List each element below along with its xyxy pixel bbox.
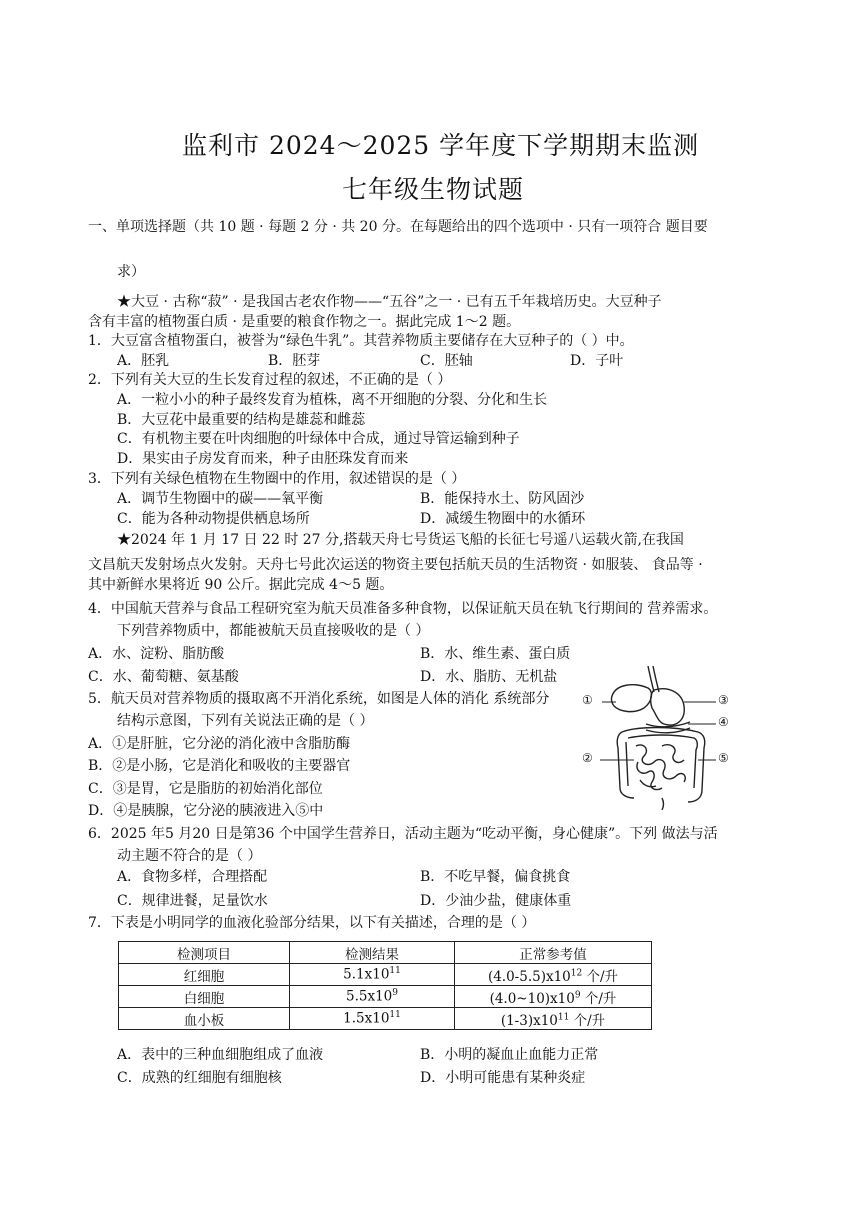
diagram-label-2: ② [582,751,593,765]
table-header-cell: 检测结果 [290,942,455,964]
passage2-line2: 文昌航天发射场点火发射。天舟七号此次运送的物资主要包括航天员的生活物资 · 如服装、 食品等 · [88,557,703,573]
table-cell-result: $5.5x10^9$ [290,986,455,1008]
q4-stem-line1: 4．中国航天营养与食品工程研究室为航天员准备多种食物，以保证航天员在轨飞行期间的 营养需求。 [88,601,718,617]
q7-option-c: C．成熟的红细胞有细胞核 [117,1070,282,1086]
q6-stem-line1: 6．2025 年5 月20 日是第36 个中国学生营养日，活动主题为“吃动平衡，身心健康”。下列 做法与活 [88,826,718,842]
q2-option-b: B．大豆花中最重要的结构是雄蕊和雌蕊 [117,412,366,428]
table-cell-reference: $(4.0-5.5)x10^{12}$ 个/升 [455,964,652,986]
passage1-line1: ★大豆 · 古称“菽” · 是我国古老农作物——“五谷”之一 · 已有五千年栽培历史。大豆种子 [117,294,662,310]
q6-stem-line2: 动主题不符合的是（ ） [117,848,262,864]
q5-stem-line1: 5．航天员对营养物质的摄取离不开消化系统，如图是人体的消化 系统部分 [88,691,550,707]
q5-option-b: B．②是小肠，它是消化和吸收的主要器官 [88,758,351,774]
q6-option-d: D．少油少盐，健康体重 [420,893,572,909]
q2-option-c: C．有机物主要在叶肉细胞的叶绿体中合成，通过导管运输到种子 [117,431,520,447]
q6-option-a: A．食物多样，合理搭配 [117,869,268,885]
diagram-label-3: ③ [718,693,729,707]
q2-option-d: D．果实由子房发育而来，种子由胚珠发育而来 [117,451,409,467]
q3-option-a: A．调节生物圈中的碳——氧平衡 [117,491,324,507]
q7-option-b: B．小明的凝血止血能力正常 [420,1047,599,1063]
q5-stem-line2: 结构示意图，下列有关说法正确的是（ ） [117,713,374,729]
table-row [119,986,652,1008]
passage2-line3: 其中新鲜水果将近 90 公斤。据此完成 4～5 题。 [88,577,394,593]
table-cell-item: 白细胞 [119,986,290,1008]
q4-option-d: D．水、脂肪、无机盐 [420,669,558,685]
q1-option-c: C．胚轴 [420,353,473,369]
q4-option-c: C．水、葡萄糖、氨基酸 [88,669,239,685]
table-header-cell: 正常参考值 [455,942,652,964]
q2-option-a: A．一粒小小的种子最终发育为植株，离不开细胞的分裂、分化和生长 [117,392,548,408]
passage1-line2: 含有丰富的植物蛋白质 · 是重要的粮食作物之一。据此完成 1～2 题。 [88,314,521,330]
table-cell-reference: $(4.0\sim 10)x10^9$ 个/升 [455,986,652,1008]
diagram-label-5: ⑤ [718,751,729,765]
table-cell-item: 红细胞 [119,964,290,986]
section-heading-line1: 一、单项选择题（共 10 题 · 每题 2 分 · 共 20 分。在每题给出的四个选项中 · 只有一项符合 题目要 [88,219,708,235]
q3-option-c: C．能为各种动物提供栖息场所 [117,511,310,527]
table-cell-result: $1.5x10^{11}$ [290,1008,455,1030]
section-heading-line2: 求） [117,264,145,280]
q6-option-c: C．规律进餐，足量饮水 [117,893,268,909]
q6-option-b: B．不吃早餐，偏食挑食 [420,869,571,885]
q1-stem: 1．大豆富含植物蛋白，被誉为“绿色牛乳”。其营养物质主要储存在大豆种子的（ ）中。 [88,333,634,349]
q3-option-d: D．减缓生物圈中的水循环 [420,511,586,527]
exam-subtitle: 七年级生物试题 [342,175,525,204]
q2-stem: 2．下列有关大豆的生长发育过程的叙述，不正确的是（ ） [88,372,452,388]
table-header-cell: 检测项目 [119,942,290,964]
q3-option-b: B．能保持水土、防风固沙 [420,491,585,507]
q1-option-b: B．胚芽 [268,353,321,369]
table-row [119,1008,652,1030]
q5-option-d: D．④是胰腺，它分泌的胰液进入⑤中 [88,803,324,819]
table-row [119,964,652,986]
digestive-system-drawing [578,662,742,810]
table-header-row [119,942,652,964]
q4-option-a: A．水、淀粉、脂肪酸 [88,646,225,662]
q1-option-d: D．子叶 [570,353,624,369]
q7-option-a: A．表中的三种血细胞组成了血液 [117,1047,324,1063]
q5-option-c: C．③是胃，它是脂肪的初始消化部位 [88,781,323,797]
diagram-label-4: ④ [718,715,729,729]
q3-stem: 3．下列有关绿色植物在生物圈中的作用，叙述错误的是（ ） [88,471,466,487]
q7-stem: 7．下表是小明同学的血液化验部分结果，以下有关描述，合理的是（ ） [88,915,536,931]
q7-option-d: D．小明可能患有某种炎症 [420,1070,586,1086]
digestive-system-diagram [578,662,742,810]
q5-option-a: A．①是肝脏，它分泌的消化液中含脂肪酶 [88,736,351,752]
table-cell-reference: $(1-3)x10^{11}$ 个/升 [455,1008,652,1030]
table-cell-item: 血小板 [119,1008,290,1030]
q4-option-b: B．水、维生素、蛋白质 [420,646,571,662]
blood-test-table [118,941,652,1030]
q4-stem-line2: 下列营养物质中，都能被航天员直接吸收的是（ ） [117,623,430,639]
exam-title: 监利市 2024～2025 学年度下学期期末监测 [182,131,700,160]
q1-option-a: A．胚乳 [117,353,170,369]
passage2-line1: ★2024 年 1 月 17 日 22 时 27 分,搭载天舟七号货运飞船的长征七号遥八运载火箭,在我国 [117,532,684,548]
table-cell-result: $5.1x10^{11}$ [290,964,455,986]
diagram-label-1: ① [582,693,593,707]
